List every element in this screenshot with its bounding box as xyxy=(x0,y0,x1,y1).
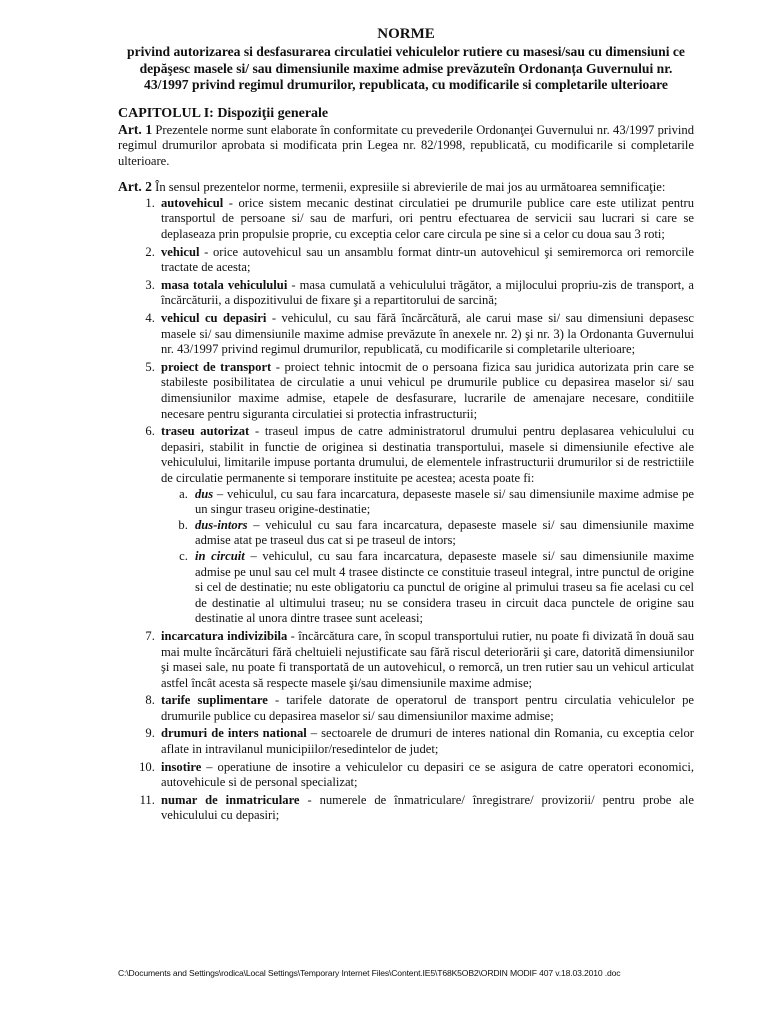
definition-item xyxy=(158,278,694,309)
definition-term: numar de inmatriculare xyxy=(161,792,300,807)
definition-term: proiect de transport xyxy=(161,359,272,374)
definition-item xyxy=(158,311,694,358)
definition-item xyxy=(158,360,694,422)
definition-text: - orice autovehicul sau un ansamblu format dintr-un autovehicul şi semiremorca ori remorcile tractate de acesta; xyxy=(161,244,694,275)
article-1-label: Art. 1 xyxy=(118,121,153,137)
definition-item xyxy=(158,196,694,243)
definition-item xyxy=(158,760,694,791)
article-2-intro-text: În sensul prezentelor norme, termenii, expresiile si abrevierile de mai jos au următoarea semnificaţie: xyxy=(155,180,666,195)
route-type-item xyxy=(191,549,694,627)
definition-term: incarcatura indivizibila xyxy=(161,628,288,643)
route-type-text: – vehiculul cu sau fara incarcatura, depaseste masele si/ sau dimensiunile maxime admise atat pe traseul dus cat si pe traseul de intors; xyxy=(195,517,694,548)
definition-term: autovehicul xyxy=(161,195,224,210)
definition-text: - proiect tehnic intocmit de o persoana fizica sau juridica autorizata prin care se stabileste posibilitatea de circulatie a unui vehicul pe drumurile publice cu depasirea maselor si/ sau dimensiunilor maxime admise, etapele de desfasurare, lucrarile de amenajare necesare, conditiile necesare pentru siguranta circulatiei si protectia infrastructurii; xyxy=(161,359,694,421)
definition-text: - orice sistem mecanic destinat circulatiei pe drumurile publice care este utilizat pentru transportul de persoane si/ sau de marfuri, ori pentru efectuarea de servicii sau lucrari si care se deplaseaza prin propulsie proprie, cu exceptia celor care circula pe sine si a celor cu doua sau 3 roti; xyxy=(161,195,694,242)
definition-text: – sectoarele de drumuri de interes national din Romania, cu exceptia celor aflate in intravilanul municipiilor/resedintelor de judet; xyxy=(161,726,694,757)
definition-text: - numerele de înmatriculare/ înregistrare/ provizorii/ pentru probe ale vehiculului cu depasiri; xyxy=(161,792,694,823)
route-type-term: dus-intors xyxy=(195,517,248,532)
definition-item xyxy=(158,793,694,824)
route-type-item xyxy=(191,518,694,549)
definition-item xyxy=(158,693,694,724)
definition-item xyxy=(158,245,694,276)
route-types-list xyxy=(161,487,694,627)
definition-text: – operatiune de insotire a vehiculelor cu depasiri ce se asigura de catre operatori economici, autovehicule si de personal specializat; xyxy=(161,759,694,790)
definition-term: vehicul xyxy=(161,244,200,259)
definition-term: drumuri de inters national xyxy=(161,726,307,741)
document-header xyxy=(118,26,694,94)
definition-text: - masa cumulată a vehiculului trăgător, a mijlocului propriu-zis de transport, a încărcăturii, a dispozitivului de fixare şi a repartitorului de sarcină; xyxy=(161,277,694,308)
article-1 xyxy=(118,122,694,170)
route-type-item xyxy=(191,487,694,518)
route-type-term: dus xyxy=(195,486,214,501)
article-1-text: Prezentele norme sunt elaborate în conformitate cu prevederile Ordonanţei Guvernului nr. 43/1997 privind regimul drumurilor aprobata si modificata prin Legea nr. 82/1998, republicată, cu modificarile si completarile ulterioare. xyxy=(118,122,694,168)
definition-item xyxy=(158,424,694,627)
definition-text: - tarifele datorate de operatorul de transport pentru circulatia vehiculelor pe drumurile publice cu depasirea maselor si/ sau dimensiunilor maxime admise; xyxy=(161,693,694,723)
definition-term: masa totala vehiculului xyxy=(161,277,288,292)
chapter-heading: CAPITOLUL I: Dispoziţii generale xyxy=(118,105,329,121)
document-subtitle: privind autorizarea si desfasurarea circulatiei vehiculelor rutiere cu masesi/sau cu dimensiuni ce depăşesc masele si/ sau dimensiunile maxime admise prevăzuteîn Ordonanța Guvernului nr. 43/1997 privind regimul drumurilor, republicata, cu modificarile si completarile ulterioare xyxy=(127,44,685,92)
file-path-footer: C:\Documents and Settings\rodica\Local Settings\Temporary Internet Files\Content.IE5\T68K5OB2\ORDIN MODIF 407 v.18.03.2010 .doc xyxy=(118,968,621,978)
route-type-text: – vehiculul, cu sau fara incarcatura, depaseste masele si/ sau dimensiunile maxime admise pe un singur traseu origine-destinatie; xyxy=(195,486,694,517)
document-title: NORME xyxy=(377,26,435,42)
definition-text: - vehiculul, cu sau fără încărcătură, ale carui mase si/ sau dimensiuni depasesc masele si/ sau dimensiunile maxime admise prevăzute în anexele nr. 2) şi nr. 3) la Ordonanta Guvernului nr. 43/1997 privind regimul drumurilor, republicată, cu modificarile si completarile ulterioare; xyxy=(161,311,694,357)
route-type-term: in circuit xyxy=(195,548,245,563)
definition-term: tarife suplimentare xyxy=(161,693,268,708)
route-type-text: – vehiculul, cu sau fara incarcatura, depaseste masele si/ sau dimensiunile maxime admise pe unul sau cel mult 4 trasee distincte ce constituie traseul integral, intre punctul de origine si cel de destinatie; nu este obligatoriu ca punctul de origine al primului traseu sa fie acelasi cu cel de destinatie al ultimului traseu; nu se considera traseu in circuit daca punctele de origine sau destinatie al unora dintre trasee sunt aceleasi; xyxy=(195,548,694,626)
article-2-label: Art. 2 xyxy=(118,179,152,195)
definition-text: - încărcătura care, în scopul transportului rutier, nu poate fi divizată în două sau mai multe încărcături fără cheltuieli nejustificate sau fără riscul deteriorării şi care, datorită dimensiunilor şi masei sale, nu poate fi transportată de un autovehicul, o remorcă, un tren rutier sau un vehicul articulat astfel încât acesta să respecte masele şi/sau dimensiunile maxime admise; xyxy=(161,628,695,690)
article-2-intro xyxy=(118,179,694,196)
definitions-list xyxy=(118,196,694,824)
definition-term: insotire xyxy=(161,759,202,774)
definition-term: traseu autorizat xyxy=(161,424,250,439)
definition-item xyxy=(158,726,694,757)
definition-text: - traseul impus de catre administratorul drumului pentru deplasarea vehiculului cu depasiri, stabilit in functie de originea si destinatia transportului, masele si dimensiunile efective ale vehiculului, limitarile impuse portanta drumului, de elementele infrastructurii drumurilor si de restrictiile de circulatie permanente si temporare instituite pe acestea; acesta poate fi: xyxy=(161,424,695,485)
definition-term: vehicul cu depasiri xyxy=(161,311,267,326)
definition-item xyxy=(158,629,694,691)
